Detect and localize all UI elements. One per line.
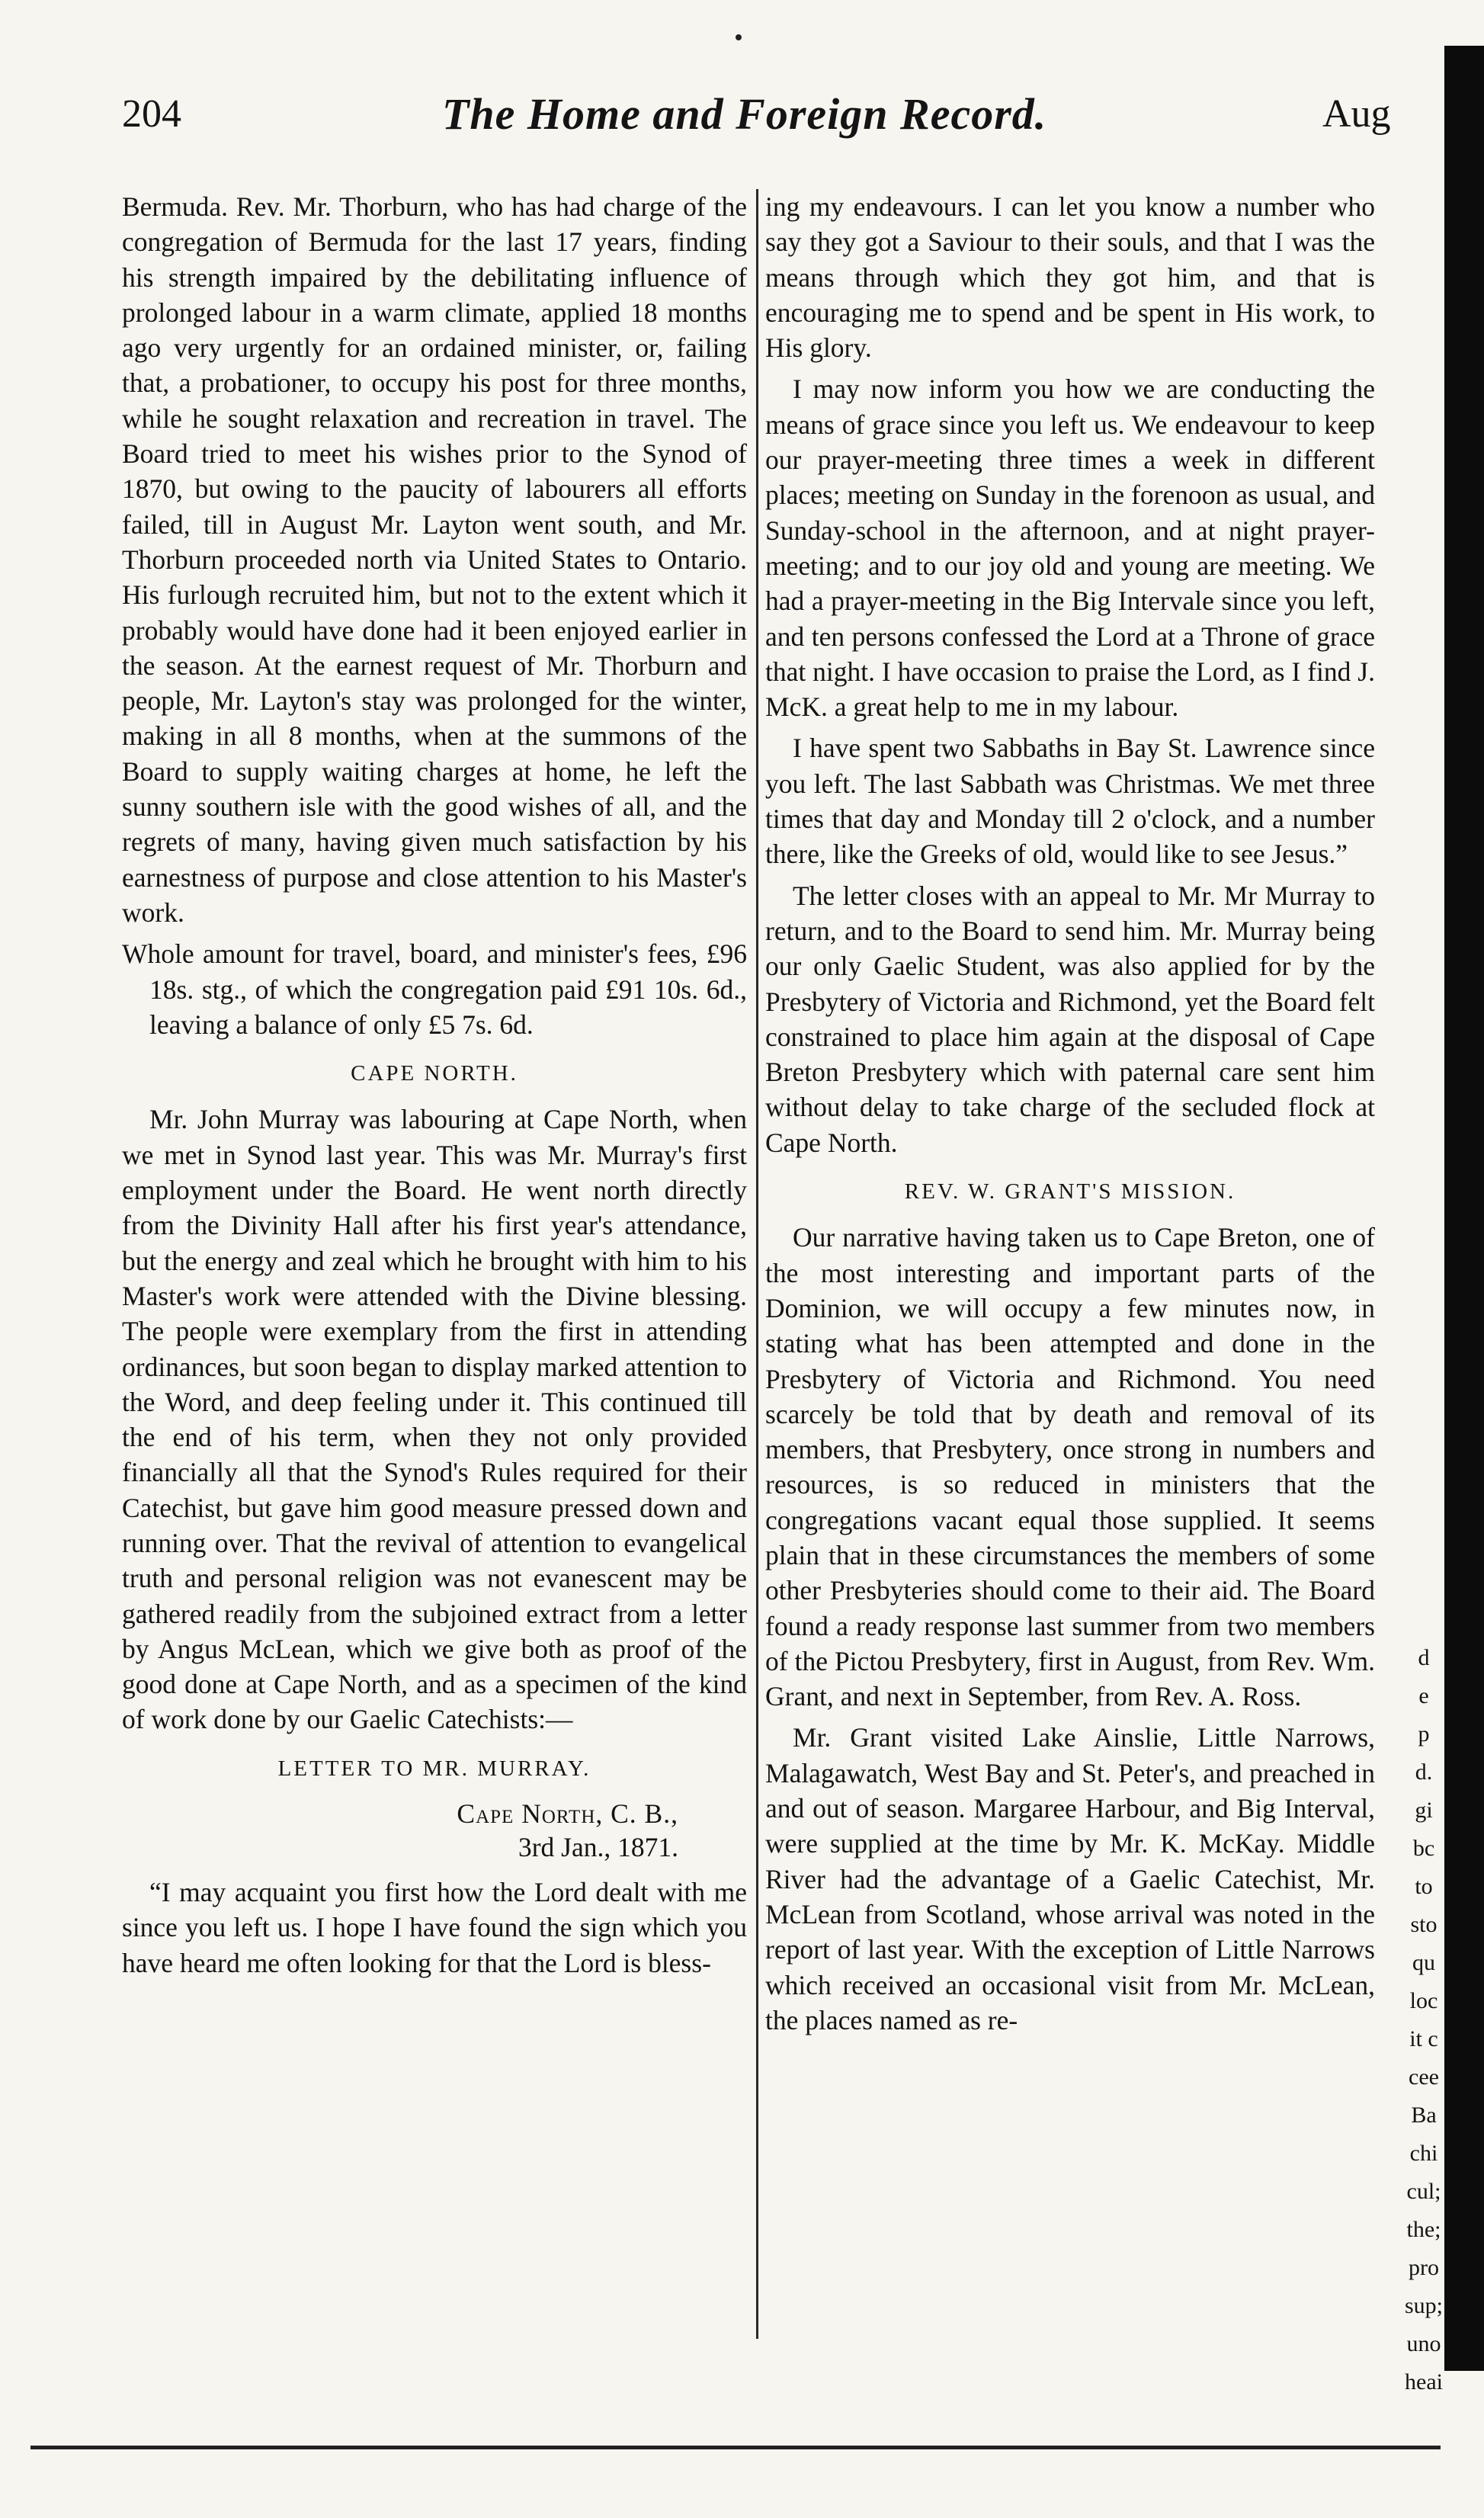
dateline-place: Cape North, C. B., <box>457 1798 678 1830</box>
running-month: Aug <box>1322 92 1391 136</box>
fragment: d <box>1418 1645 1430 1670</box>
fragment: sup; <box>1404 2293 1443 2318</box>
left-column <box>122 189 747 1987</box>
fragment: sto <box>1410 1912 1438 1937</box>
fragment: Ba <box>1411 2103 1437 2128</box>
fragment: bc <box>1412 1836 1435 1861</box>
bottom-edge-rule <box>30 2446 1441 2449</box>
paragraph: The letter closes with an appeal to Mr. Mr Murray to return, and to the Board to send him. Mr. Murray being our only Gaelic Student, was also applied for by the Presbytery of Victoria and Richmond, yet the Board felt constrained to place him again at the disposal of Cape Breton Presbytery which with paternal care sent him without delay to take charge of the secluded flock at Cape North. <box>765 880 1375 1158</box>
page-binding-shadow <box>1444 46 1484 2371</box>
paragraph: Mr. Grant visited Lake Ainslie, Little Narrows, Malagawatch, West Bay and St. Peter's, and preached in and out of season. Margaree Harbour, and Big Interval, were supplied at the time by Mr. K. McKay. Middle River had the advantage of a Gaelic Catechist, Mr. McLean from Scotland, whose arrival was noted in the report of last year. With the exception of Little Narrows which received an occasional visit from Mr. McLean, the places named as re- <box>765 1722 1375 2035</box>
section-heading-letter: LETTER TO MR. MURRAY. <box>277 1756 591 1781</box>
fragment: cee <box>1409 2064 1439 2090</box>
fragment: to <box>1415 1874 1433 1899</box>
fragment: loc <box>1409 1988 1438 2013</box>
running-title: The Home and Foreign Record. <box>442 89 1047 139</box>
page-number: 204 <box>122 92 181 136</box>
paragraph: Whole amount for travel, board, and minister's fees, £96 18s. stg., of which the congregation paid £91 10s. 6d., leaving a balance of only £5 7s. 6d. <box>122 938 747 1040</box>
fragment: uno <box>1406 2331 1441 2356</box>
paragraph: I may now inform you how we are conducting the means of grace since you left us. We endeavour to keep our prayer-meeting three times a week in different places; meeting on Sunday in the forenoon as usual, and Sunday-school in the afternoon, and at night prayer-meeting; and to our joy old and young are meeting. We had a prayer-meeting in the Big Intervale since you left, and ten persons confessed the Lord at a Throne of grace that night. I have occasion to praise the Lord, as I find J. McK. a great help to me in my labour. <box>765 374 1375 723</box>
paragraph: Mr. John Murray was labouring at Cape North, when we met in Synod last year. This was Mr. Murray's first employment under the Board. He went north directly from the Divinity Hall after his first year's attendance, but the energy and zeal which he brought with him to his Master's work were attended with the Divine blessing. The people were exemplary from the first in attending ordinances, but soon began to display marked attention to the Word, and deep feeling under it. This continued till the end of his term, when they not only provided financially all that the Synod's Rules required for their Catechist, but gave him good measure pressed down and running over. That the revival of attention to evangelical truth and personal religion was not evanescent may be gathered readily from the subjoined extract from a letter by Angus McLean, which we give both as proof of the good done at Cape North, and as a specimen of the kind of work done by our Gaelic Catechists:— <box>122 1104 747 1735</box>
paragraph: “I may acquaint you first how the Lord dealt with me since you left us. I hope I have found the sign which you have heard me often looking for that the Lord is bless- <box>122 1877 747 1978</box>
fragment: heai <box>1405 2369 1443 2395</box>
paragraph: Bermuda. Rev. Mr. Thorburn, who has had charge of the congregation of Bermuda for the last 17 years, finding his strength impaired by the debilitating influence of prolonged labour in a warm climate, applied 18 months ago very urgently for an ordained minister, or, failing that, a probationer, to occupy his post for three months, while he sought relaxation and recreation in travel. The Board tried to meet his wishes prior to the Synod of 1870, but owing to the paucity of labourers all efforts failed, till in August Mr. Layton went south, and Mr. Thorburn proceeded north via United States to Ontario. His furlough recruited him, but not to the extent which it probably would have done had it been enjoyed earlier in the season. At the earnest request of Mr. Thorburn and people, Mr. Layton's stay was prolonged for the winter, making in all 8 months, when at the summons of the Board to supply waiting charges at home, he left the sunny southern isle with the good wishes of all, and the regrets of many, having given much satisfaction by his earnestness of purpose and close attention to his Master's work. <box>122 191 747 928</box>
paragraph: I have spent two Sabbaths in Bay St. Lawrence since you left. The last Sabbath was Christmas. We met three times that day and Monday till 2 o'clock, and a number there, like the Greeks of old, would like to see Jesus.” <box>765 733 1375 870</box>
fragment: gi <box>1415 1798 1433 1823</box>
section-heading-cape-north: CAPE NORTH. <box>351 1061 518 1086</box>
letter-dateline <box>122 1797 747 1864</box>
section-heading-grant: REV. W. GRANT'S MISSION. <box>904 1179 1236 1204</box>
right-column <box>765 189 1375 2044</box>
paragraph: Our narrative having taken us to Cape Breton, one of the most interesting and important parts of the Dominion, we will occupy a few minutes now, in stating what has been attempted and done in the Presbytery of Victoria and Richmond. You need scarcely be told that by death and removal of its members, that Presbytery, once strong in numbers and resources, is so reduced in ministers that the congregations vacant equal those supplied. It seems plain that in these circumstances the members of some other Presbyteries should come to their aid. The Board found a ready response last summer from two members of the Pictou Presbytery, first in August, from Rev. Wm. Grant, and next in September, from Rev. A. Ross. <box>765 1222 1375 1712</box>
fragment: it c <box>1409 2026 1438 2051</box>
fragment: the; <box>1406 2217 1441 2242</box>
fragment: pro <box>1409 2255 1439 2280</box>
dateline-date: 3rd Jan., 1871. <box>518 1832 678 1863</box>
column-rule <box>756 189 758 2339</box>
fragment: d. <box>1415 1759 1433 1785</box>
speck <box>736 34 742 40</box>
fragment: qu <box>1412 1950 1435 1975</box>
fragment: chi <box>1409 2141 1438 2166</box>
fragment: cul; <box>1406 2179 1441 2204</box>
adjacent-page-fragments <box>1401 1639 1447 2401</box>
fragment: p <box>1418 1721 1430 1747</box>
paragraph: ing my endeavours. I can let you know a number who say they got a Saviour to their souls, and that I was the means through which they got him, and that is encouraging me to spend and be spent in His work, to His glory. <box>765 191 1375 364</box>
fragment: e <box>1418 1683 1429 1708</box>
running-header <box>122 89 1391 175</box>
